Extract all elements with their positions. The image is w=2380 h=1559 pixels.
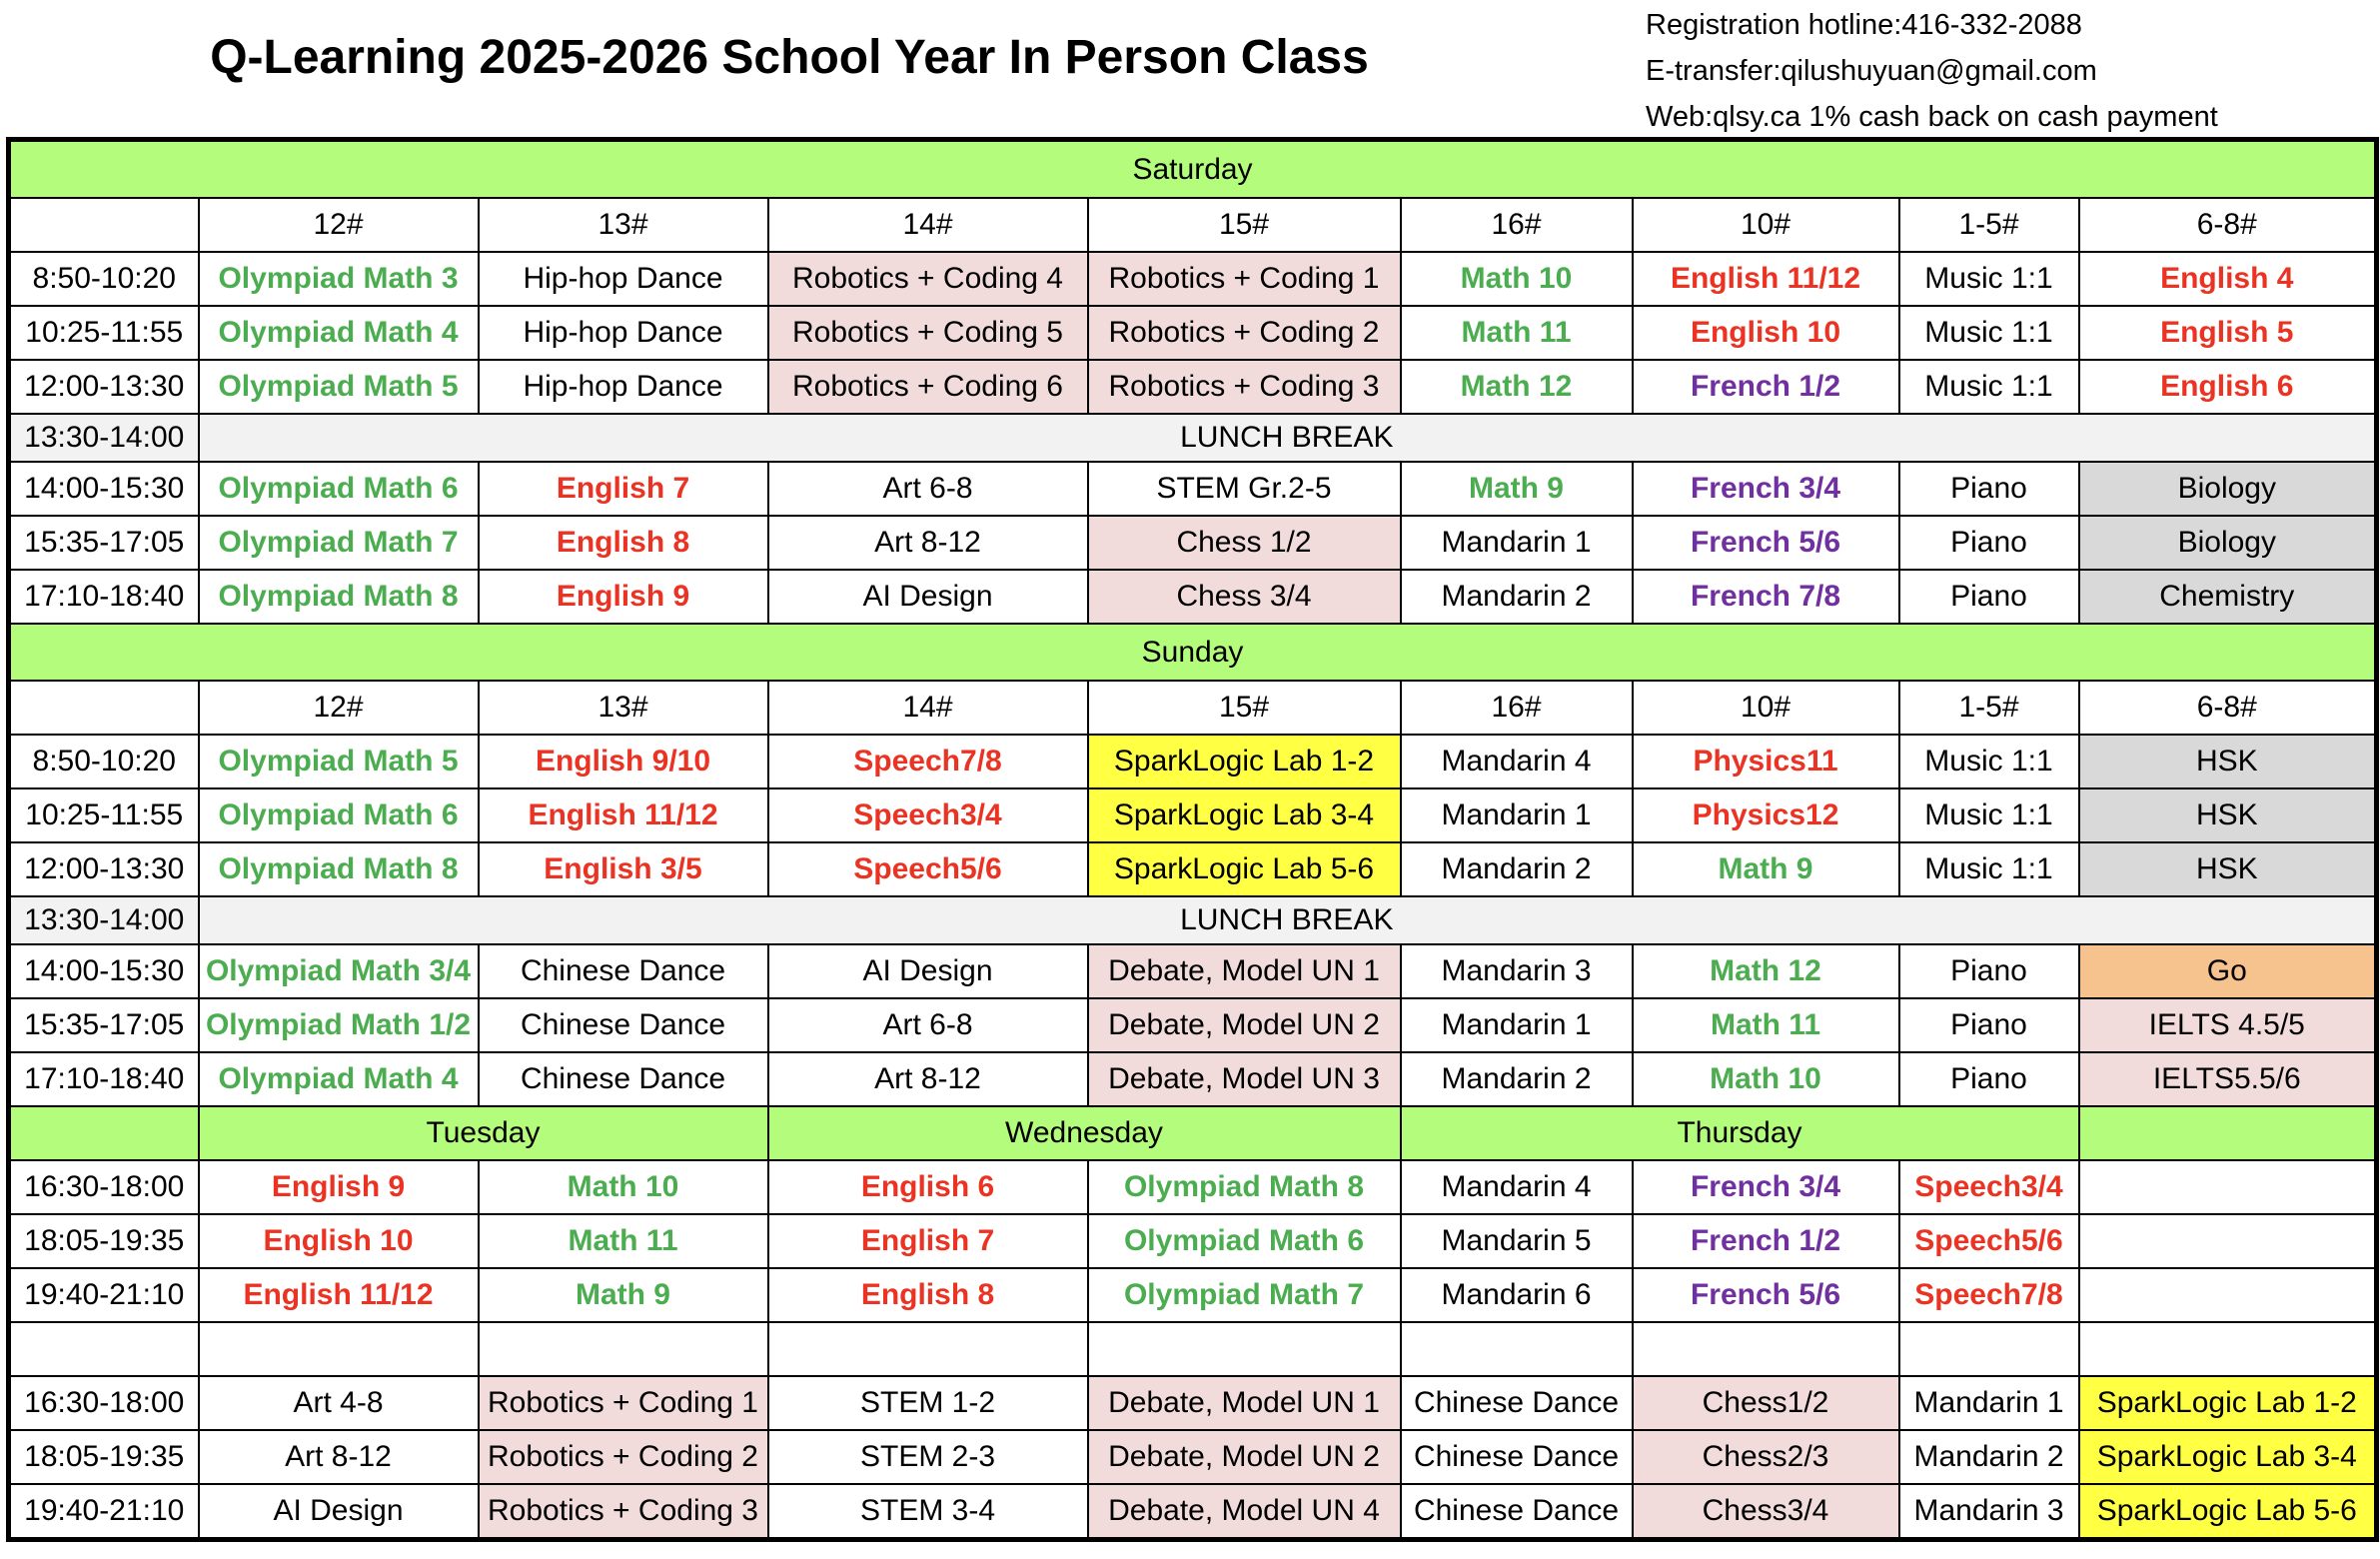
empty-cell	[1088, 1322, 1401, 1376]
time-slot: 8:50-10:20	[9, 735, 199, 788]
time-slot: 18:05-19:35	[9, 1430, 199, 1484]
class-cell: Olympiad Math 8	[199, 570, 479, 624]
class-cell: Robotics + Coding 2	[1088, 306, 1401, 360]
class-cell: Mandarin 1	[1401, 516, 1633, 570]
class-cell: Art 6-8	[768, 462, 1088, 516]
table-row	[9, 735, 2377, 788]
class-cell: Chess2/3	[1633, 1430, 1899, 1484]
class-cell: Math 10	[1401, 252, 1633, 306]
class-cell: Piano	[1899, 944, 2079, 998]
class-cell: Olympiad Math 6	[199, 462, 479, 516]
room-header-row	[9, 681, 2377, 735]
class-cell: Chinese Dance	[479, 998, 768, 1052]
time-slot: 14:00-15:30	[9, 944, 199, 998]
class-cell: English 8	[768, 1268, 1088, 1322]
table-row	[9, 462, 2377, 516]
class-cell: Speech3/4	[768, 788, 1088, 842]
lunch-break-label: LUNCH BREAK	[199, 896, 2377, 944]
class-cell: English 11/12	[199, 1268, 479, 1322]
class-cell: Biology	[2079, 462, 2377, 516]
class-cell: Robotics + Coding 1	[1088, 252, 1401, 306]
class-cell: Music 1:1	[1899, 788, 2079, 842]
class-cell: Speech7/8	[768, 735, 1088, 788]
class-cell: HSK	[2079, 842, 2377, 896]
class-cell: Olympiad Math 4	[199, 306, 479, 360]
class-cell: Olympiad Math 8	[199, 842, 479, 896]
class-cell: Art 8-12	[768, 516, 1088, 570]
class-cell: English 11/12	[479, 788, 768, 842]
class-cell: Music 1:1	[1899, 306, 2079, 360]
room-label: 12#	[199, 198, 479, 252]
room-label: 10#	[1633, 681, 1899, 735]
time-slot: 10:25-11:55	[9, 788, 199, 842]
empty-cell	[199, 1322, 479, 1376]
class-cell: Olympiad Math 3/4	[199, 944, 479, 998]
day-title-tuesday: Tuesday	[199, 1106, 768, 1160]
class-cell: HSK	[2079, 788, 2377, 842]
class-cell	[2079, 1214, 2377, 1268]
day-title-sunday: Sunday	[9, 624, 2377, 681]
empty-cell	[768, 1322, 1088, 1376]
class-cell: STEM Gr.2-5	[1088, 462, 1401, 516]
table-row	[9, 842, 2377, 896]
time-slot: 17:10-18:40	[9, 1052, 199, 1106]
class-cell: SparkLogic Lab 1-2	[1088, 735, 1401, 788]
room-label: 14#	[768, 198, 1088, 252]
room-label: 10#	[1633, 198, 1899, 252]
class-cell: Chinese Dance	[479, 944, 768, 998]
class-cell: Debate, Model UN 2	[1088, 1430, 1401, 1484]
table-row	[9, 998, 2377, 1052]
class-cell: AI Design	[768, 570, 1088, 624]
class-cell: Mandarin 2	[1401, 842, 1633, 896]
table-row	[9, 360, 2377, 414]
class-cell: Robotics + Coding 4	[768, 252, 1088, 306]
time-slot: 10:25-11:55	[9, 306, 199, 360]
class-cell: STEM 2-3	[768, 1430, 1088, 1484]
class-cell: French 3/4	[1633, 1160, 1899, 1214]
class-cell: Debate, Model UN 1	[1088, 944, 1401, 998]
time-slot: 16:30-18:00	[9, 1376, 199, 1430]
class-cell: English 9	[199, 1160, 479, 1214]
time-slot: 18:05-19:35	[9, 1214, 199, 1268]
class-cell: Debate, Model UN 1	[1088, 1376, 1401, 1430]
class-cell: Speech5/6	[1899, 1214, 2079, 1268]
class-cell: Mandarin 3	[1401, 944, 1633, 998]
class-cell: Chess 3/4	[1088, 570, 1401, 624]
table-row	[9, 1214, 2377, 1268]
class-cell: Robotics + Coding 5	[768, 306, 1088, 360]
corner-cell	[9, 681, 199, 735]
class-cell: AI Design	[768, 944, 1088, 998]
time-slot: 14:00-15:30	[9, 462, 199, 516]
class-cell: English 11/12	[1633, 252, 1899, 306]
class-cell: Math 11	[479, 1214, 768, 1268]
class-cell: Math 9	[1401, 462, 1633, 516]
class-cell: Mandarin 1	[1899, 1376, 2079, 1430]
e-transfer-email: E-transfer:qilushuyuan@gmail.com	[1646, 55, 2097, 87]
class-cell: Math 9	[1633, 842, 1899, 896]
class-cell: Mandarin 2	[1401, 1052, 1633, 1106]
room-label: 16#	[1401, 681, 1633, 735]
class-cell: Hip-hop Dance	[479, 252, 768, 306]
room-label: 16#	[1401, 198, 1633, 252]
corner-cell	[9, 198, 199, 252]
class-cell: Olympiad Math 7	[199, 516, 479, 570]
class-cell: Chinese Dance	[1401, 1484, 1633, 1540]
class-cell: STEM 1-2	[768, 1376, 1088, 1430]
table-row	[9, 1160, 2377, 1214]
weekday-header-row	[9, 1106, 2377, 1160]
time-slot: 13:30-14:00	[9, 414, 199, 462]
lunch-row	[9, 896, 2377, 944]
class-cell: Chess3/4	[1633, 1484, 1899, 1540]
class-cell: English 6	[2079, 360, 2377, 414]
class-cell: Chess1/2	[1633, 1376, 1899, 1430]
class-cell: Olympiad Math 5	[199, 735, 479, 788]
class-cell: Math 11	[1633, 998, 1899, 1052]
class-cell: French 1/2	[1633, 1214, 1899, 1268]
class-cell: English 9/10	[479, 735, 768, 788]
class-cell: Olympiad Math 6	[1088, 1214, 1401, 1268]
class-cell: IELTS 4.5/5	[2079, 998, 2377, 1052]
class-cell: SparkLogic Lab 3-4	[2079, 1430, 2377, 1484]
class-cell: Math 12	[1633, 944, 1899, 998]
class-cell: Physics11	[1633, 735, 1899, 788]
class-cell: Olympiad Math 6	[199, 788, 479, 842]
class-cell: Math 10	[479, 1160, 768, 1214]
class-cell: Math 12	[1401, 360, 1633, 414]
class-cell: Music 1:1	[1899, 842, 2079, 896]
class-cell: Music 1:1	[1899, 360, 2079, 414]
class-cell	[2079, 1268, 2377, 1322]
class-cell: Math 9	[479, 1268, 768, 1322]
class-cell: French 3/4	[1633, 462, 1899, 516]
day-title-wednesday: Wednesday	[768, 1106, 1401, 1160]
class-cell: English 5	[2079, 306, 2377, 360]
class-cell: Mandarin 4	[1401, 735, 1633, 788]
empty-cell	[2079, 1322, 2377, 1376]
class-cell: Mandarin 2	[1401, 570, 1633, 624]
class-cell: French 7/8	[1633, 570, 1899, 624]
table-row	[9, 1484, 2377, 1540]
room-header-row	[9, 198, 2377, 252]
room-label: 12#	[199, 681, 479, 735]
class-cell: Olympiad Math 4	[199, 1052, 479, 1106]
class-cell: Piano	[1899, 516, 2079, 570]
room-label: 14#	[768, 681, 1088, 735]
table-row	[9, 570, 2377, 624]
class-cell: Debate, Model UN 3	[1088, 1052, 1401, 1106]
blank-row	[9, 1322, 2377, 1376]
class-cell: French 5/6	[1633, 1268, 1899, 1322]
class-cell: Math 10	[1633, 1052, 1899, 1106]
room-label: 6-8#	[2079, 198, 2377, 252]
class-cell: Art 6-8	[768, 998, 1088, 1052]
time-slot: 12:00-13:30	[9, 360, 199, 414]
class-cell: Biology	[2079, 516, 2377, 570]
table-row	[9, 516, 2377, 570]
time-slot: 17:10-18:40	[9, 570, 199, 624]
lunch-break-label: LUNCH BREAK	[199, 414, 2377, 462]
class-cell: Hip-hop Dance	[479, 306, 768, 360]
table-row	[9, 252, 2377, 306]
class-cell: Olympiad Math 1/2	[199, 998, 479, 1052]
website-cashback: Web:qlsy.ca 1% cash back on cash payment	[1646, 101, 2218, 133]
class-cell: Mandarin 3	[1899, 1484, 2079, 1540]
class-cell: Debate, Model UN 2	[1088, 998, 1401, 1052]
class-cell: STEM 3-4	[768, 1484, 1088, 1540]
room-label: 1-5#	[1899, 681, 2079, 735]
class-cell: Robotics + Coding 2	[479, 1430, 768, 1484]
class-cell: English 3/5	[479, 842, 768, 896]
class-cell: English 7	[768, 1214, 1088, 1268]
class-cell: Olympiad Math 8	[1088, 1160, 1401, 1214]
room-label: 1-5#	[1899, 198, 2079, 252]
class-cell: Piano	[1899, 1052, 2079, 1106]
class-cell: French 1/2	[1633, 360, 1899, 414]
class-cell: Speech5/6	[768, 842, 1088, 896]
class-cell: Mandarin 1	[1401, 998, 1633, 1052]
time-slot: 16:30-18:00	[9, 1160, 199, 1214]
table-row	[9, 1430, 2377, 1484]
empty-cell	[1899, 1322, 2079, 1376]
class-cell: Mandarin 2	[1899, 1430, 2079, 1484]
saturday-header-row	[9, 140, 2377, 199]
class-cell: Robotics + Coding 6	[768, 360, 1088, 414]
time-slot: 19:40-21:10	[9, 1268, 199, 1322]
class-cell: AI Design	[199, 1484, 479, 1540]
corner-cell	[9, 1106, 199, 1160]
class-cell: SparkLogic Lab 5-6	[1088, 842, 1401, 896]
class-cell: Art 8-12	[199, 1430, 479, 1484]
class-cell: English 7	[479, 462, 768, 516]
schedule-table	[6, 137, 2379, 1542]
class-cell: Piano	[1899, 462, 2079, 516]
class-cell: Olympiad Math 5	[199, 360, 479, 414]
class-cell: Math 11	[1401, 306, 1633, 360]
class-cell: Chemistry	[2079, 570, 2377, 624]
empty-cell	[479, 1322, 768, 1376]
class-cell: SparkLogic Lab 1-2	[2079, 1376, 2377, 1430]
class-cell: Chinese Dance	[1401, 1376, 1633, 1430]
class-cell: English 9	[479, 570, 768, 624]
room-label: 6-8#	[2079, 681, 2377, 735]
table-row	[9, 788, 2377, 842]
class-cell	[2079, 1160, 2377, 1214]
class-cell: Olympiad Math 3	[199, 252, 479, 306]
class-cell: Mandarin 1	[1401, 788, 1633, 842]
empty-cell	[1401, 1322, 1633, 1376]
time-slot: 15:35-17:05	[9, 998, 199, 1052]
class-cell: English 8	[479, 516, 768, 570]
class-cell: Speech3/4	[1899, 1160, 2079, 1214]
class-cell: English 6	[768, 1160, 1088, 1214]
class-cell: Robotics + Coding 3	[1088, 360, 1401, 414]
class-cell: English 10	[1633, 306, 1899, 360]
class-cell: English 4	[2079, 252, 2377, 306]
class-cell: IELTS5.5/6	[2079, 1052, 2377, 1106]
class-cell: Music 1:1	[1899, 252, 2079, 306]
room-label: 13#	[479, 681, 768, 735]
registration-hotline: Registration hotline:416-332-2088	[1646, 9, 2082, 41]
table-row	[9, 1052, 2377, 1106]
class-cell: English 10	[199, 1214, 479, 1268]
class-cell: Chess 1/2	[1088, 516, 1401, 570]
time-slot: 12:00-13:30	[9, 842, 199, 896]
page-title: Q-Learning 2025-2026 School Year In Person Class	[210, 31, 1369, 84]
class-cell: Mandarin 6	[1401, 1268, 1633, 1322]
time-slot: 8:50-10:20	[9, 252, 199, 306]
time-slot: 15:35-17:05	[9, 516, 199, 570]
class-cell: SparkLogic Lab 5-6	[2079, 1484, 2377, 1540]
class-cell: Piano	[1899, 998, 2079, 1052]
table-row	[9, 1268, 2377, 1322]
table-row	[9, 944, 2377, 998]
class-cell: Robotics + Coding 3	[479, 1484, 768, 1540]
class-cell: Chinese Dance	[1401, 1430, 1633, 1484]
class-cell: SparkLogic Lab 3-4	[1088, 788, 1401, 842]
class-cell: Speech7/8	[1899, 1268, 2079, 1322]
class-cell: Go	[2079, 944, 2377, 998]
contact-info	[1646, 2, 2218, 140]
room-label: 15#	[1088, 681, 1401, 735]
room-label: 13#	[479, 198, 768, 252]
lunch-row	[9, 414, 2377, 462]
class-cell: French 5/6	[1633, 516, 1899, 570]
empty-cell	[2079, 1106, 2377, 1160]
empty-cell	[9, 1322, 199, 1376]
table-row	[9, 306, 2377, 360]
class-cell: Music 1:1	[1899, 735, 2079, 788]
day-title-thursday: Thursday	[1401, 1106, 2079, 1160]
empty-cell	[1633, 1322, 1899, 1376]
class-cell: Debate, Model UN 4	[1088, 1484, 1401, 1540]
class-cell: Art 8-12	[768, 1052, 1088, 1106]
room-label: 15#	[1088, 198, 1401, 252]
class-cell: Physics12	[1633, 788, 1899, 842]
class-cell: Chinese Dance	[479, 1052, 768, 1106]
class-cell: Piano	[1899, 570, 2079, 624]
class-cell: Mandarin 4	[1401, 1160, 1633, 1214]
time-slot: 13:30-14:00	[9, 896, 199, 944]
class-cell: Mandarin 5	[1401, 1214, 1633, 1268]
class-cell: Hip-hop Dance	[479, 360, 768, 414]
class-cell: Olympiad Math 7	[1088, 1268, 1401, 1322]
time-slot: 19:40-21:10	[9, 1484, 199, 1540]
class-cell: HSK	[2079, 735, 2377, 788]
class-cell: Art 4-8	[199, 1376, 479, 1430]
day-title-saturday: Saturday	[9, 140, 2377, 199]
class-cell: Robotics + Coding 1	[479, 1376, 768, 1430]
table-row	[9, 1376, 2377, 1430]
sunday-header-row	[9, 624, 2377, 681]
